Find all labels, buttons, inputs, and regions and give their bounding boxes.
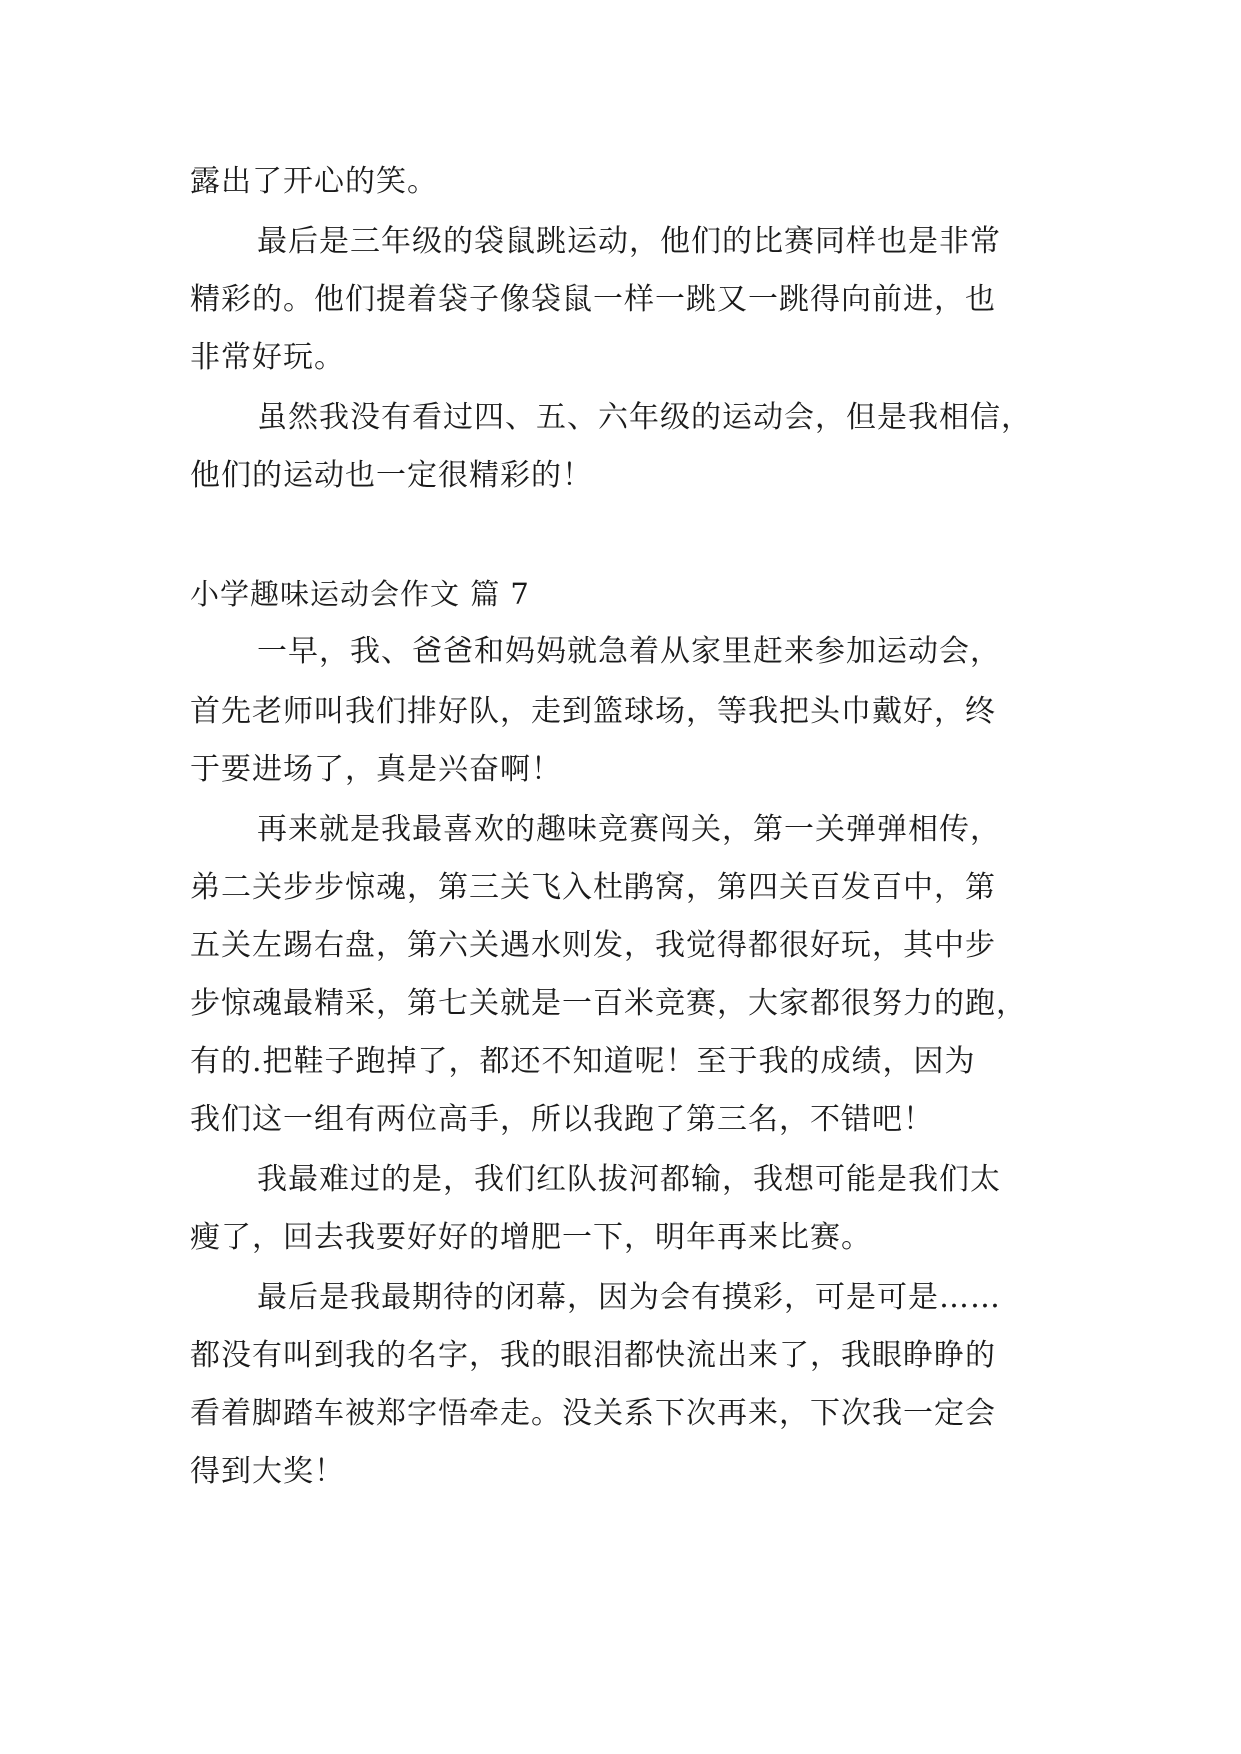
paragraph-line: 露出了开心的笑。 — [190, 164, 438, 199]
paragraph-line: 最后是三年级的袋鼠跳运动，他们的比赛同样也是非常 — [257, 224, 1001, 259]
section-title: 小学趣味运动会作文 篇 7 — [190, 577, 530, 611]
paragraph-line: 五关左踢右盘，第六关遇水则发，我觉得都很好玩，其中步 — [190, 928, 996, 963]
paragraph-line: 再来就是我最喜欢的趣味竞赛闯关，第一关弹弹相传， — [257, 812, 1001, 847]
paragraph-line: 得到大奖！ — [190, 1454, 345, 1489]
paragraph-line: 看着脚踏车被郑字悟牵走。没关系下次再来，下次我一定会 — [190, 1396, 996, 1431]
paragraph-line: 瘦了，回去我要好好的增肥一下，明年再来比赛。 — [190, 1220, 872, 1255]
paragraph-line: 我最难过的是，我们红队拔河都输，我想可能是我们太 — [257, 1162, 1001, 1197]
paragraph-line: 我们这一组有两位高手，所以我跑了第三名，不错吧！ — [190, 1102, 934, 1137]
paragraph-line: 于要进场了，真是兴奋啊！ — [190, 752, 562, 787]
paragraph-line: 有的.把鞋子跑掉了，都还不知道呢！至于我的成绩，因为 — [190, 1044, 976, 1079]
paragraph-line: 弟二关步步惊魂，第三关飞入杜鹃窝，第四关百发百中，第 — [190, 870, 996, 905]
paragraph-line: 首先老师叫我们排好队，走到篮球场，等我把头巾戴好，终 — [190, 694, 996, 729]
paragraph-line: 虽然我没有看过四、五、六年级的运动会，但是我相信， — [257, 400, 1032, 435]
paragraph-line: 步惊魂最精采，第七关就是一百米竞赛，大家都很努力的跑， — [190, 986, 1027, 1021]
paragraph-line: 精彩的。他们提着袋子像袋鼠一样一跳又一跳得向前进，也 — [190, 282, 996, 317]
paragraph-line: 最后是我最期待的闭幕，因为会有摸彩，可是可是…… — [257, 1280, 1001, 1315]
paragraph-line: 他们的运动也一定很精彩的！ — [190, 458, 593, 493]
paragraph-line: 非常好玩。 — [190, 340, 345, 375]
paragraph-line: 都没有叫到我的名字，我的眼泪都快流出来了，我眼睁睁的 — [190, 1338, 996, 1373]
paragraph-line: 一早，我、爸爸和妈妈就急着从家里赶来参加运动会， — [257, 634, 1001, 669]
